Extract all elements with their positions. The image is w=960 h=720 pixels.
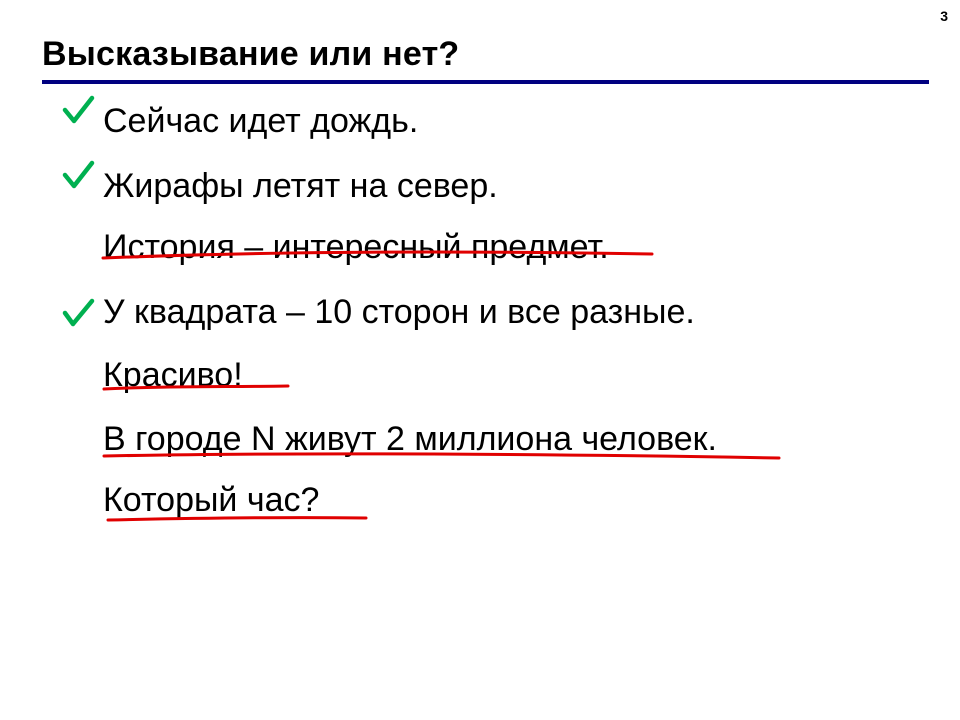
statement-item: Жирафы летят на север. [103,167,498,205]
statement-item: Который час? [103,481,320,519]
statement-item: Красиво! [103,356,243,394]
statement-item: Сейчас идет дождь. [103,102,419,140]
page-number: 3 [940,8,948,24]
page-title: Высказывание или нет? [42,35,460,73]
check-icon [62,95,96,129]
title-divider [42,80,929,84]
statement-item: В городе N живут 2 миллиона человек. [103,420,717,458]
statement-item: У квадрата – 10 сторон и все разные. [103,293,695,331]
check-icon [62,297,96,331]
statement-item: История – интересный предмет. [103,228,609,266]
check-icon [62,160,96,194]
